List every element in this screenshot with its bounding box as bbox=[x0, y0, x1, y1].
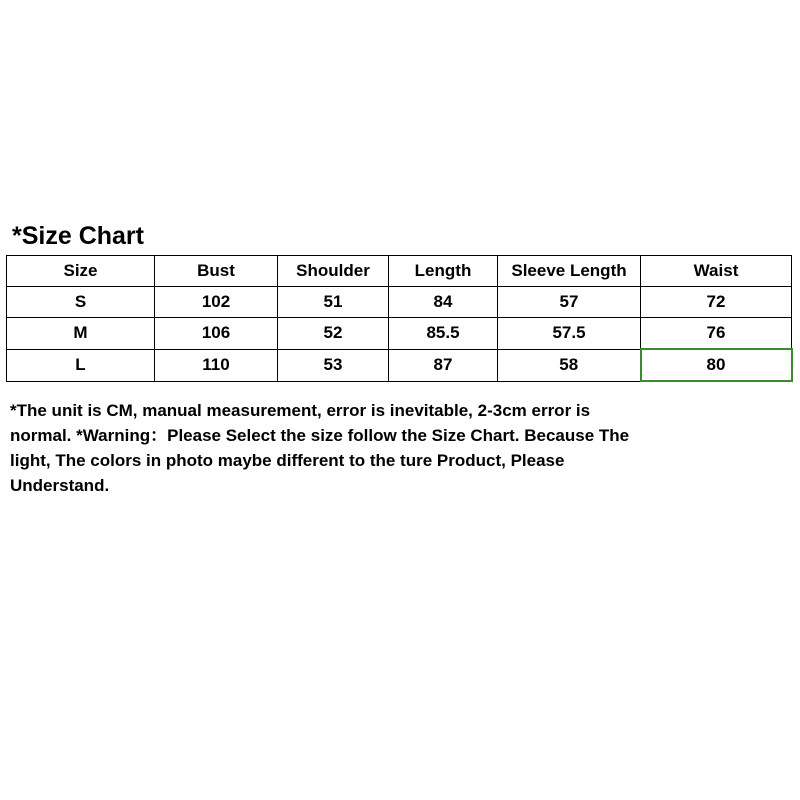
cell-length: 87 bbox=[389, 349, 498, 381]
cell-waist: 76 bbox=[641, 318, 792, 350]
table-row bbox=[7, 287, 792, 318]
cell-length: 84 bbox=[389, 287, 498, 318]
column-header-length: Length bbox=[389, 256, 498, 287]
cell-sleeve-length: 57 bbox=[498, 287, 641, 318]
measurement-note: *The unit is CM, manual measurement, error is inevitable, 2-3cm error is normal. *Warning：Please Select the size follow the Size Chart. Because The light, The colors in photo maybe different to the ture Product, Please Understand. bbox=[10, 401, 630, 495]
table-row bbox=[7, 349, 792, 381]
cell-shoulder: 52 bbox=[278, 318, 389, 350]
cell-sleeve-length: 57.5 bbox=[498, 318, 641, 350]
cell-shoulder: 53 bbox=[278, 349, 389, 381]
column-header-size: Size bbox=[7, 256, 155, 287]
column-header-shoulder: Shoulder bbox=[278, 256, 389, 287]
cell-size: L bbox=[7, 349, 155, 381]
cell-bust: 106 bbox=[155, 318, 278, 350]
cell-waist-selected[interactable]: 80 bbox=[641, 349, 792, 381]
table-header-row bbox=[7, 256, 792, 287]
cell-shoulder: 51 bbox=[278, 287, 389, 318]
cell-sleeve-length: 58 bbox=[498, 349, 641, 381]
column-header-sleeve-length: Sleeve Length bbox=[498, 256, 641, 287]
cell-waist: 72 bbox=[641, 287, 792, 318]
cell-size: M bbox=[7, 318, 155, 350]
column-header-bust: Bust bbox=[155, 256, 278, 287]
column-header-waist: Waist bbox=[641, 256, 792, 287]
table-row bbox=[7, 318, 792, 350]
cell-bust: 102 bbox=[155, 287, 278, 318]
cell-bust: 110 bbox=[155, 349, 278, 381]
cell-size: S bbox=[7, 287, 155, 318]
cell-length: 85.5 bbox=[389, 318, 498, 350]
size-chart-title: *Size Chart bbox=[12, 222, 144, 250]
size-chart-table bbox=[6, 255, 793, 382]
